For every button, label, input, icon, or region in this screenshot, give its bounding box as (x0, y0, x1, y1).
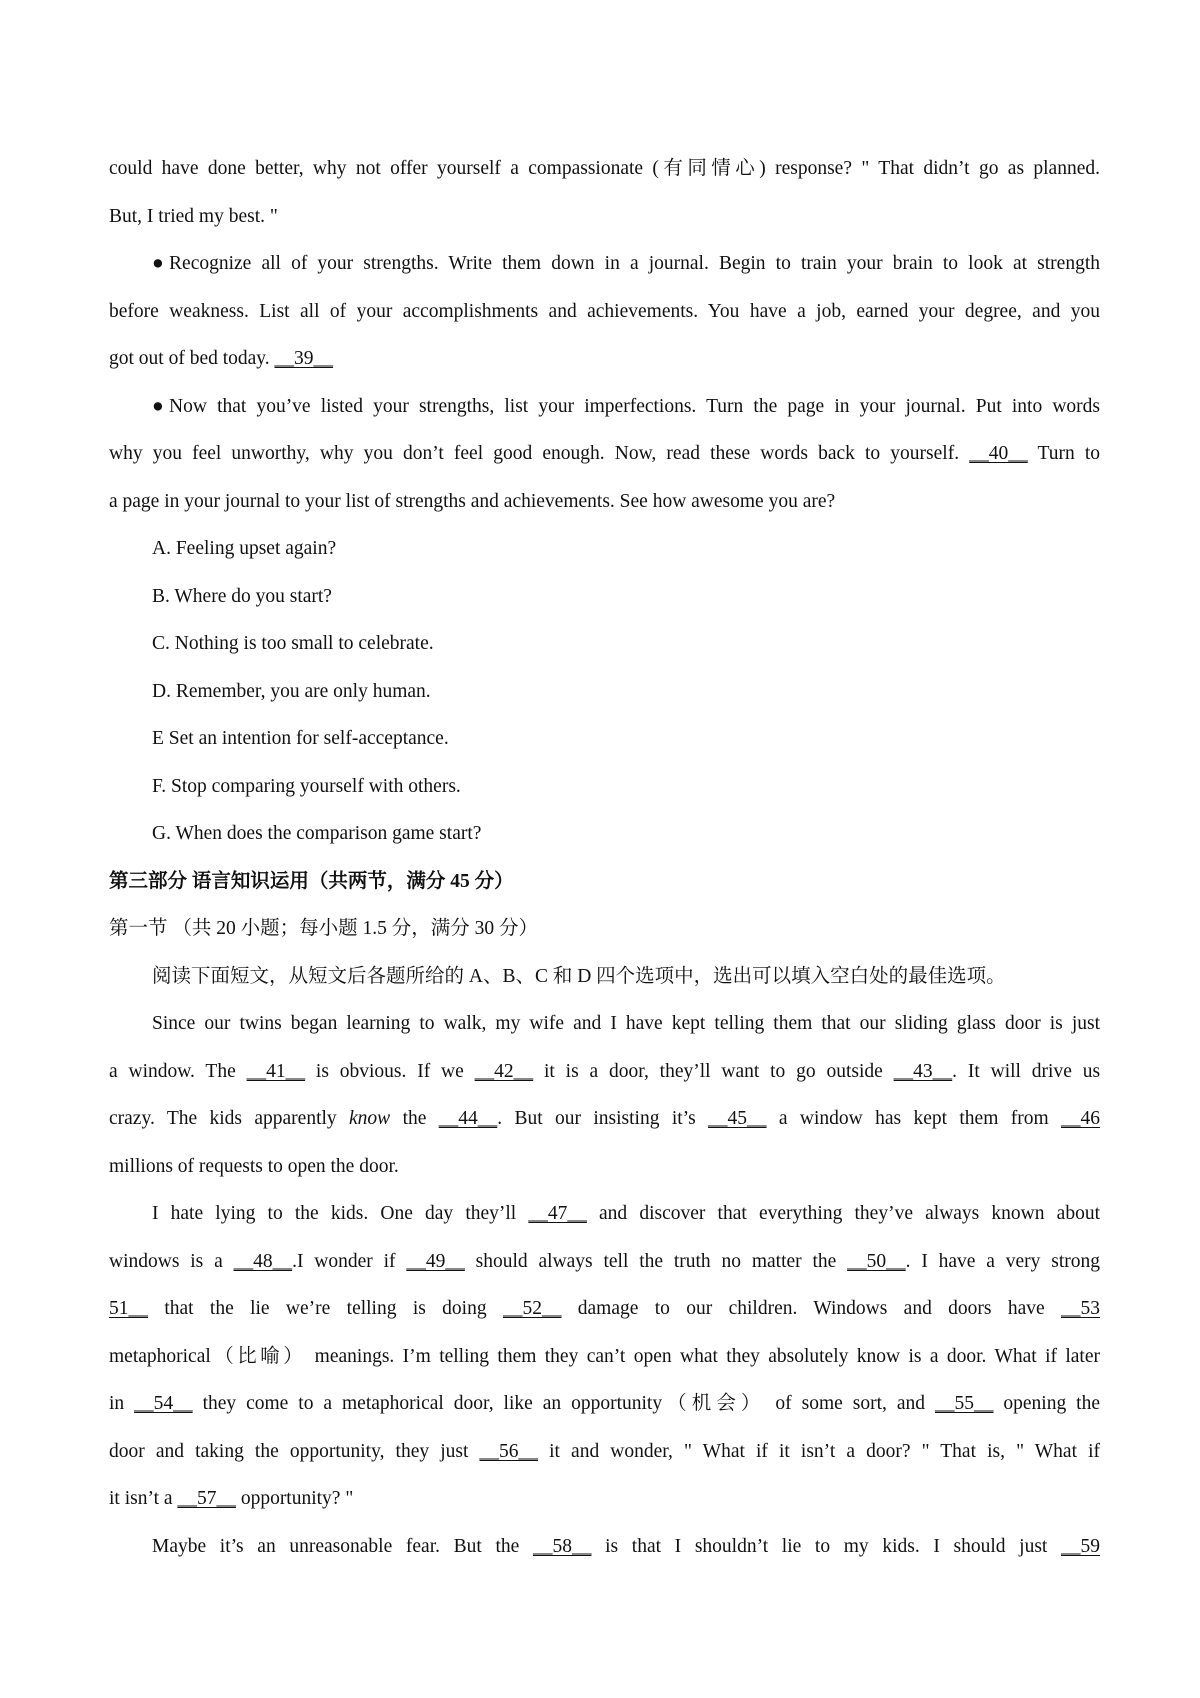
text-span: and discover that everything they’ve always known about (599, 1203, 1100, 1224)
cloze-line (109, 1523, 1100, 1571)
text-span: it is a door, they’ll want to go outside (543, 1060, 883, 1082)
blank-39[interactable]: __39__ (274, 348, 334, 369)
text-span: .I wonder if (292, 1250, 396, 1272)
blank-48[interactable]: __48__ (233, 1250, 293, 1272)
tip-imperfections-line: a page in your journal to your list of strengths and achievements. See how awesome you are? (109, 490, 836, 512)
cloze-line (109, 1285, 1100, 1333)
instruction-text: 阅读下面短文，从短文后各题所给的 A、B、C 和 D 四个选项中，选出可以填入空白处的最佳选项。 (152, 965, 1006, 987)
option-b: B. Where do you start? (152, 585, 332, 607)
blank-59[interactable]: __59 (1061, 1535, 1101, 1557)
text-span: Maybe it’s an unreasonable fear. But the (152, 1535, 520, 1557)
passage-line: could have done better, why not offer yourself a compassionate (有同情心) response? " That didn’t go as planned. (109, 158, 1100, 179)
option-e: E Set an intention for self-acceptance. (152, 728, 449, 749)
option-g: G. When does the comparison game start? (152, 823, 482, 844)
section-heading: 第三部分 语言知识运用（共两节，满分 45 分） (109, 870, 514, 892)
text-span: opportunity? " (240, 1488, 354, 1509)
blank-47[interactable]: __47__ (528, 1203, 587, 1224)
option-c: C. Nothing is too small to celebrate. (152, 633, 434, 654)
text-span: damage to our children. Windows and doors have (577, 1298, 1045, 1319)
cloze-line (109, 1190, 1100, 1238)
text-span: . I have a very strong (905, 1250, 1100, 1272)
passage-line: But, I tried my best. " (109, 205, 278, 227)
blank-58[interactable]: __58__ (532, 1535, 592, 1557)
text-span: I hate lying to the kids. One day they’ll (152, 1203, 517, 1224)
cloze-line (109, 1095, 1100, 1143)
cloze-line (109, 1380, 1100, 1428)
text-span: crazy. The kids apparently (109, 1108, 337, 1129)
blank-44[interactable]: __44__ (438, 1108, 498, 1129)
blank-50[interactable]: __50__ (847, 1250, 906, 1272)
blank-41[interactable]: __41__ (246, 1060, 306, 1082)
text-span: Turn to (1037, 443, 1101, 464)
option-d: D. Remember, you are only human. (152, 680, 431, 702)
text-span: in (109, 1393, 125, 1414)
option-f: F. Stop comparing yourself with others. (152, 775, 461, 797)
text-span: why you feel unworthy, why you don’t feel good enough. Now, read these words back to yourself. (109, 443, 960, 464)
text-span: is that I shouldn’t lie to my kids. I should just (605, 1535, 1048, 1557)
blank-40[interactable]: __40__ (969, 443, 1028, 464)
text-span: . But our insisting it’s (497, 1108, 696, 1129)
blank-53[interactable]: __53 (1061, 1298, 1100, 1319)
text-span: should always tell the truth no matter the (475, 1250, 837, 1272)
blank-46[interactable]: __46 (1061, 1108, 1100, 1129)
text-span: opening the (1003, 1393, 1100, 1414)
text-span: the (402, 1108, 427, 1129)
blank-49[interactable]: __49__ (406, 1250, 465, 1272)
section-subheading: 第一节 （共 20 小题；每小题 1.5 分，满分 30 分） (109, 918, 539, 939)
blank-56[interactable]: __56__ (479, 1440, 538, 1462)
cloze-line: millions of requests to open the door. (109, 1155, 399, 1177)
tip-recognize-line: before weakness. List all of your accomplishments and achievements. You have a job, earned your degree, and you (109, 300, 1100, 322)
cloze-line (109, 1475, 1100, 1523)
blank-54[interactable]: __54__ (134, 1393, 193, 1414)
text-span: they come to a metaphorical door, like an opportunity（机会） of some sort, and (202, 1393, 925, 1414)
cloze-line (109, 1048, 1100, 1096)
text-span: windows is a (109, 1250, 223, 1272)
blank-57[interactable]: __57__ (177, 1488, 236, 1509)
text-span: is obvious. If we (315, 1060, 464, 1082)
text-span: a window has kept them from (778, 1108, 1049, 1129)
blank-45[interactable]: __45__ (708, 1108, 767, 1129)
text-span: a window. The (109, 1060, 236, 1082)
text-span: that the lie we’re telling is doing (164, 1298, 487, 1319)
tip-recognize-line (109, 335, 1100, 383)
document-page (109, 145, 1100, 1570)
tip-imperfections-line: ●Now that you’ve listed your strengths, list your imperfections. Turn the page in your journal. Put into words (152, 395, 1100, 417)
text-span: . It will drive us (952, 1060, 1101, 1082)
blank-55[interactable]: __55__ (934, 1393, 994, 1414)
cloze-line: Since our twins began learning to walk, my wife and I have kept telling them that our sliding glass door is just (152, 1013, 1100, 1034)
tip-imperfections-line (109, 430, 1100, 478)
blank-42[interactable]: __42__ (474, 1060, 534, 1082)
cloze-line (109, 1238, 1100, 1286)
cloze-line (109, 1428, 1100, 1476)
text-span: it isn’t a (109, 1488, 173, 1509)
cloze-line: metaphorical（比喻） meanings. I’m telling them they can’t open what they absolutely know is a door. What if later (109, 1345, 1100, 1367)
option-a: A. Feeling upset again? (152, 538, 337, 559)
blank-52[interactable]: __52__ (502, 1298, 562, 1319)
text-span: door and taking the opportunity, they just (109, 1440, 469, 1462)
italic-word: know (349, 1108, 391, 1129)
blank-51[interactable]: 51__ (109, 1298, 148, 1319)
text-span: got out of bed today. (109, 348, 270, 369)
blank-43[interactable]: __43__ (893, 1060, 953, 1082)
text-span: it and wonder, " What if it isn’t a door? " That is, " What if (549, 1440, 1101, 1462)
tip-recognize-line: ●Recognize all of your strengths. Write them down in a journal. Begin to train your brain to look at strength (152, 253, 1100, 274)
